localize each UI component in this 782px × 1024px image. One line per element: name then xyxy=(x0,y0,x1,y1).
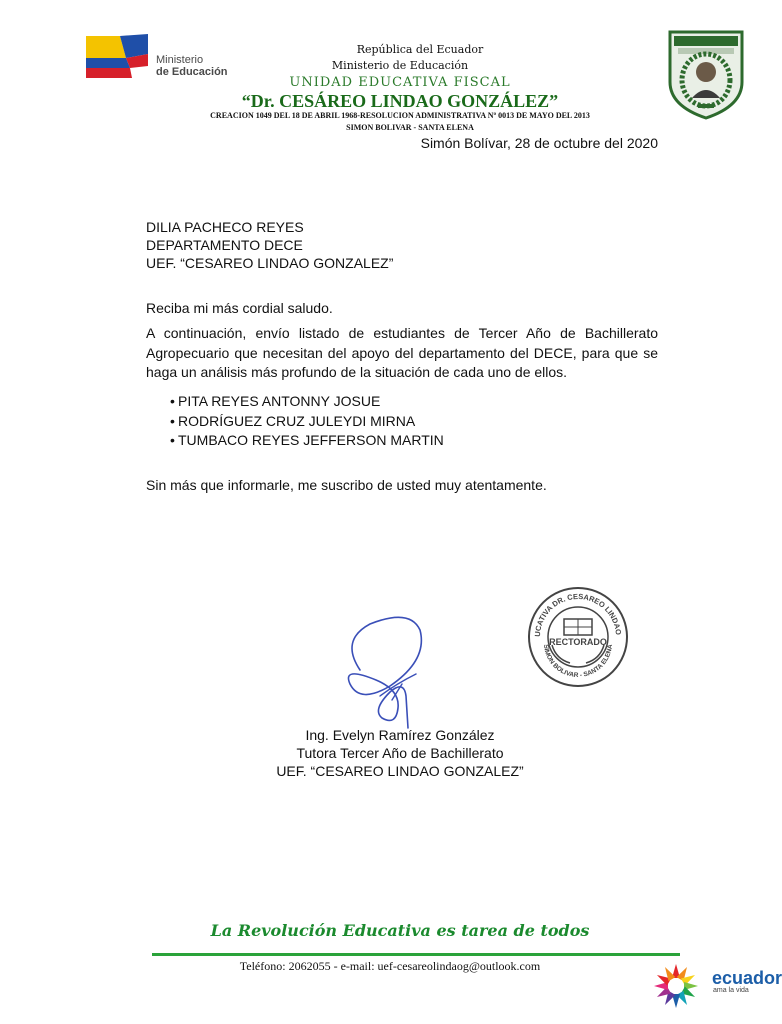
svg-text:UNIDAD EDUCATIVA DR. CESAREO L: UCATIVA DR. CESAREO LINDAO xyxy=(532,591,624,638)
ministry-logo-line2: de Educación xyxy=(156,66,228,78)
school-shield-logo xyxy=(664,28,748,120)
student-list xyxy=(146,392,444,451)
student-name: PITA REYES ANTONNY JOSUE xyxy=(178,393,381,409)
closing-sentence: Sin más que informarle, me suscribo de usted muy atentamente. xyxy=(146,477,547,493)
student-name: TUMBACO REYES JEFFERSON MARTIN xyxy=(178,432,444,448)
ecuador-logo-tagline: ama la vida xyxy=(713,987,749,994)
ministry-logo-line1: Ministerio xyxy=(156,54,204,66)
list-item xyxy=(146,431,444,451)
footer-contact: Teléfono: 2062055 - e-mail: uef-cesareolindaog@outlook.com xyxy=(239,959,541,973)
student-name: RODRÍGUEZ CRUZ JULEYDI MIRNA xyxy=(178,412,416,429)
letter-date: Simón Bolívar, 28 de octubre del 2020 xyxy=(420,135,658,151)
recipient-department: DEPARTAMENTO DECE xyxy=(146,237,303,253)
svg-text:SIMON BOLIVAR - SANTA ELENA: SIMON BOLIVAR - SANTA ELENA xyxy=(541,644,615,680)
header-institution-name: “Dr. CESÁREO LINDAO GONZÁLEZ” xyxy=(241,91,559,111)
ministry-of-education-logo xyxy=(86,34,238,80)
greeting: Reciba mi más cordial saludo. xyxy=(146,300,333,316)
header-location: SIMON BOLIVAR - SANTA ELENA xyxy=(346,123,474,132)
signatory-institution: UEF. “CESAREO LINDAO GONZALEZ” xyxy=(276,763,524,779)
ecuador-logo-text: ecuador xyxy=(712,968,782,988)
recipient-name: DILIA PACHECO REYES xyxy=(146,219,304,235)
signatory-name: Ing. Evelyn Ramírez González xyxy=(305,727,495,743)
bullet-icon: • xyxy=(170,432,175,448)
header-institution-type: UNIDAD EDUCATIVA FISCAL xyxy=(289,75,511,90)
header-ministry: Ministerio de Educación xyxy=(331,59,469,72)
list-item xyxy=(146,412,444,432)
list-item xyxy=(146,392,444,412)
rainbow-sun-icon xyxy=(644,962,708,1010)
ecuador-flag-emblem-icon xyxy=(86,34,150,80)
rectorate-seal-stamp xyxy=(526,585,630,689)
footer-slogan: La Revolución Educativa es tarea de todos xyxy=(210,921,590,940)
body-paragraph: A continuación, envío listado de estudiantes de Tercer Año de Bachillerato Agropecuario que necesitan del apoyo del departamento del DECE, para que se haga un análisis más profundo de la situación de cada uno de ellos. xyxy=(146,325,658,380)
header-republic: República del Ecuador xyxy=(356,43,484,56)
header-creation-resolution: CREACION 1049 DEL 18 DE ABRIL 1968-RESOLUCION ADMINISTRATIVA Nº 0013 DE MAYO DEL 2013 xyxy=(210,111,590,120)
bullet-icon: • xyxy=(170,393,175,409)
footer-divider xyxy=(152,953,680,956)
svg-text:RECTORADO: RECTORADO xyxy=(549,637,607,647)
recipient-institution: UEF. “CESAREO LINDAO GONZALEZ” xyxy=(146,255,394,271)
ecuador-ama-la-vida-logo xyxy=(644,962,782,1010)
signatory-role: Tutora Tercer Año de Bachillerato xyxy=(296,745,504,761)
handwritten-signature xyxy=(320,600,460,740)
bullet-icon: • xyxy=(170,412,175,429)
